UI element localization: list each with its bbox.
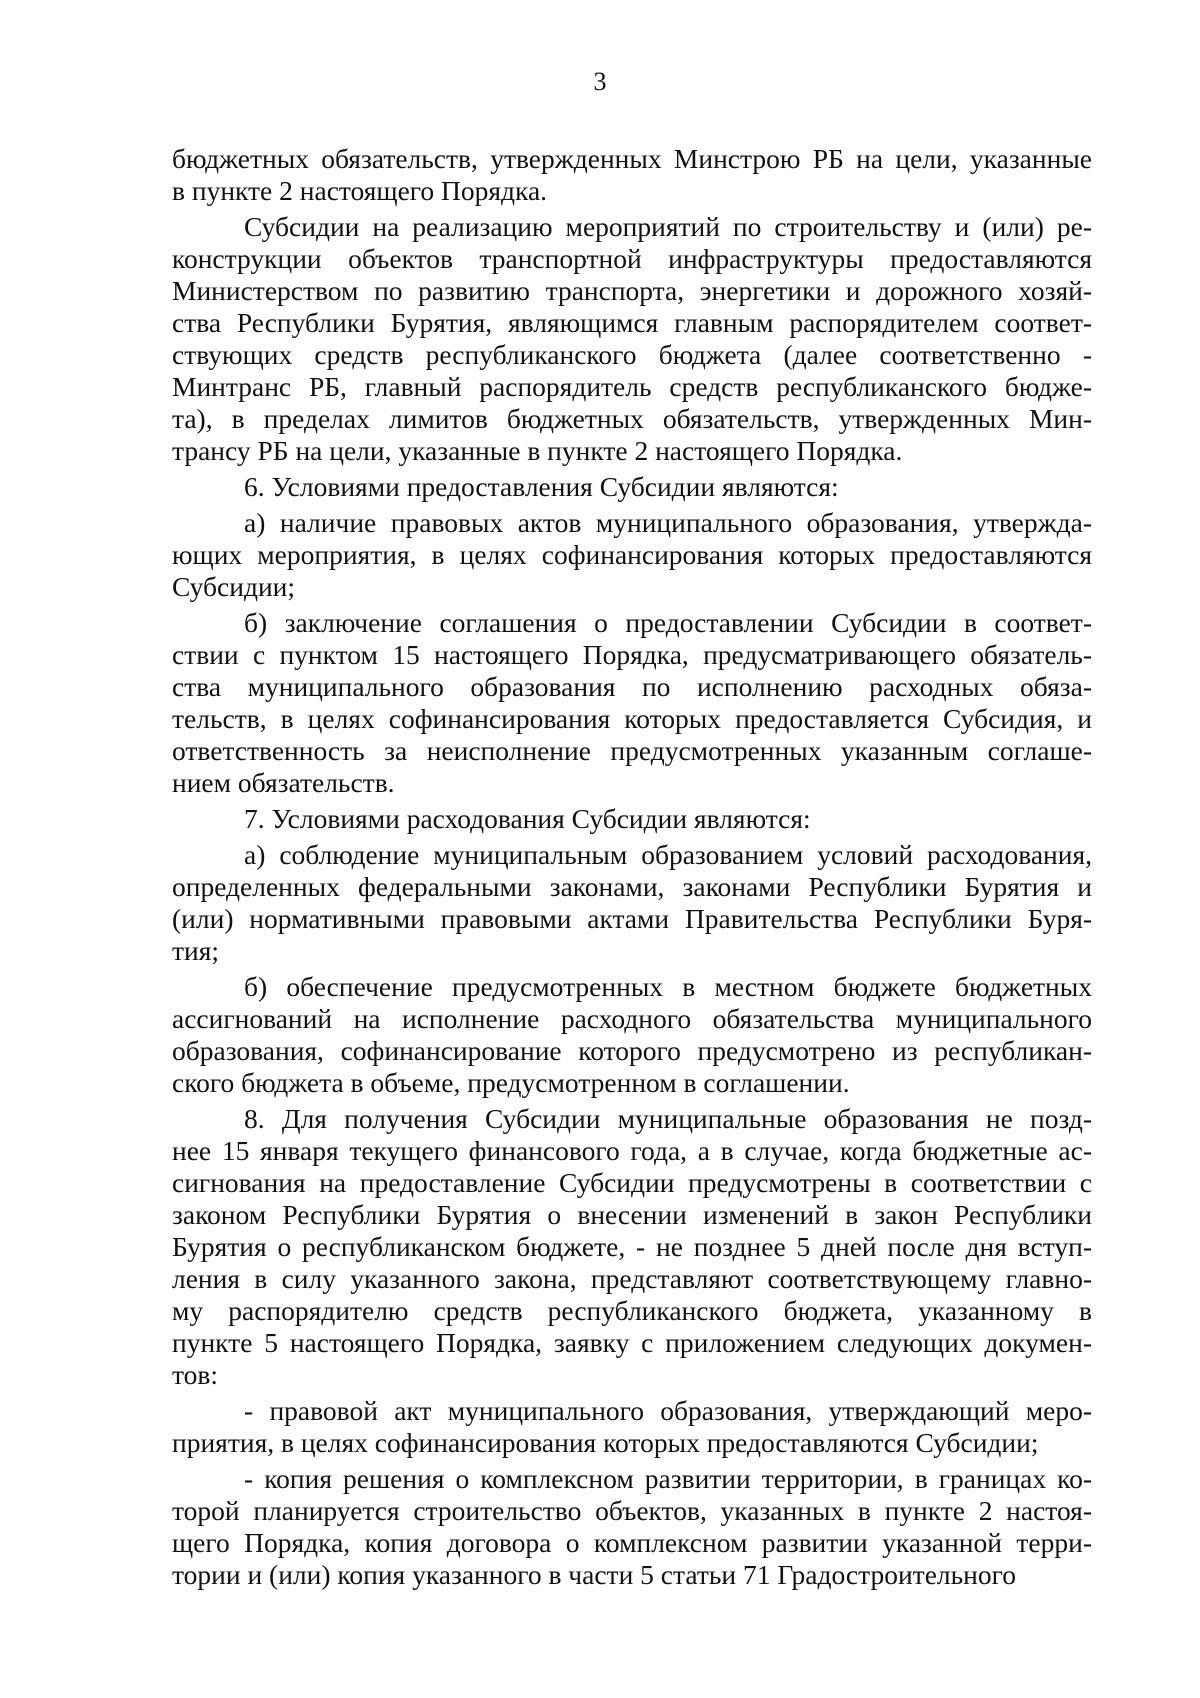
paragraph-line: образования, софинансирование которого предусмотрено из республикан- [172,1035,1092,1066]
paragraph-line: торой планируется строительство объектов, указанных в пункте 2 настоя- [172,1495,1092,1526]
paragraph [172,607,1092,799]
paragraph [172,839,1092,967]
paragraph-line: ствующих средств республиканского бюджета (далее соответственно - [172,339,1092,370]
paragraph-line: ства муниципального образования по исполнению расходных обяза- [172,671,1092,702]
paragraph-line: а) наличие правовых актов муниципального образования, утвержда- [244,507,1092,538]
paragraph [172,1103,1092,1391]
paragraph-line: та), в пределах лимитов бюджетных обязательств, утвержденных Мин- [172,403,1092,434]
paragraph [172,143,1092,207]
paragraph-line: б) заключение соглашения о предоставлении Субсидии в соответ- [244,607,1092,638]
paragraph [172,971,1092,1099]
paragraph-line: законом Республики Бурятия о внесении изменений в закон Республики [172,1199,1092,1230]
paragraph-line: ассигнований на исполнение расходного обязательства муниципального [172,1003,1092,1034]
paragraph-line: тории и (или) копия указанного в части 5 статьи 71 Градостроительного [172,1559,1016,1590]
document-body [172,143,1092,1591]
paragraph-line: Субсидии на реализацию мероприятий по строительству и (или) ре- [244,211,1092,242]
paragraph [172,211,1092,467]
paragraph-line: нее 15 января текущего финансового года, а в случае, когда бюджетные ас- [172,1135,1092,1166]
paragraph [172,471,1092,503]
paragraph-line: конструкции объектов транспортной инфраструктуры предоставляются [172,243,1092,274]
paragraph-line: 6. Условиями предоставления Субсидии являются: [244,471,839,502]
paragraph-line: нием обязательств. [172,767,395,798]
paragraph-line: Министерством по развитию транспорта, энергетики и дорожного хозяй- [172,275,1092,306]
paragraph [172,1395,1092,1459]
paragraph-line: сигнования на предоставление Субсидии предусмотрены в соответствии с [172,1167,1092,1198]
paragraph-line: определенных федеральными законами, законами Республики Бурятия и [172,871,1092,902]
paragraph [172,507,1092,603]
paragraph-line: ления в силу указанного закона, представляют соответствующему главно- [172,1263,1092,1294]
paragraph-line: пункте 5 настоящего Порядка, заявку с приложением следующих докумен- [172,1327,1092,1358]
paragraph-line: 8. Для получения Субсидии муниципальные образования не позд- [244,1103,1092,1134]
paragraph-line: 7. Условиями расходования Субсидии являются: [244,803,811,834]
paragraph-line: ства Республики Бурятия, являющимся главным распорядителем соответ- [172,307,1092,338]
paragraph-line: - копия решения о комплексном развитии территории, в границах ко- [244,1463,1092,1494]
paragraph-line: Бурятия о республиканском бюджете, - не позднее 5 дней после дня вступ- [172,1231,1092,1262]
paragraph-line: приятия, в целях софинансирования которых предоставляются Субсидии; [172,1427,1039,1458]
paragraph-line: бюджетных обязательств, утвержденных Минстрою РБ на цели, указанные [172,143,1092,174]
paragraph-line: тия; [172,935,220,966]
paragraph-line: щего Порядка, копия договора о комплексном развитии указанной терри- [172,1527,1092,1558]
paragraph-line: Минтранс РБ, главный распорядитель средств республиканского бюдже- [172,371,1092,402]
paragraph-line: ствии с пунктом 15 настоящего Порядка, предусматривающего обязатель- [172,639,1092,670]
paragraph-line: му распорядителю средств республиканского бюджета, указанному в [172,1295,1092,1326]
paragraph-line: ответственность за неисполнение предусмотренных указанным соглаше- [172,735,1092,766]
paragraph [172,803,1092,835]
paragraph-line: ского бюджета в объеме, предусмотренном в соглашении. [172,1067,850,1098]
page-number: 3 [593,67,607,96]
paragraph-line: - правовой акт муниципального образования, утверждающий меро- [244,1395,1092,1426]
paragraph-line: (или) нормативными правовыми актами Правительства Республики Буря- [172,903,1092,934]
paragraph [172,1463,1092,1591]
paragraph-line: тельств, в целях софинансирования которых предоставляется Субсидия, и [172,703,1092,734]
paragraph-line: а) соблюдение муниципальным образованием условий расходования, [244,839,1092,870]
paragraph-line: тов: [172,1359,219,1390]
paragraph-line: Субсидии; [172,571,296,602]
paragraph-line: трансу РБ на цели, указанные в пункте 2 настоящего Порядка. [172,435,903,466]
paragraph-line: ющих мероприятия, в целях софинансирования которых предоставляются [172,539,1092,570]
paragraph-line: б) обеспечение предусмотренных в местном бюджете бюджетных [244,971,1092,1002]
paragraph-line: в пункте 2 настоящего Порядка. [172,175,548,206]
